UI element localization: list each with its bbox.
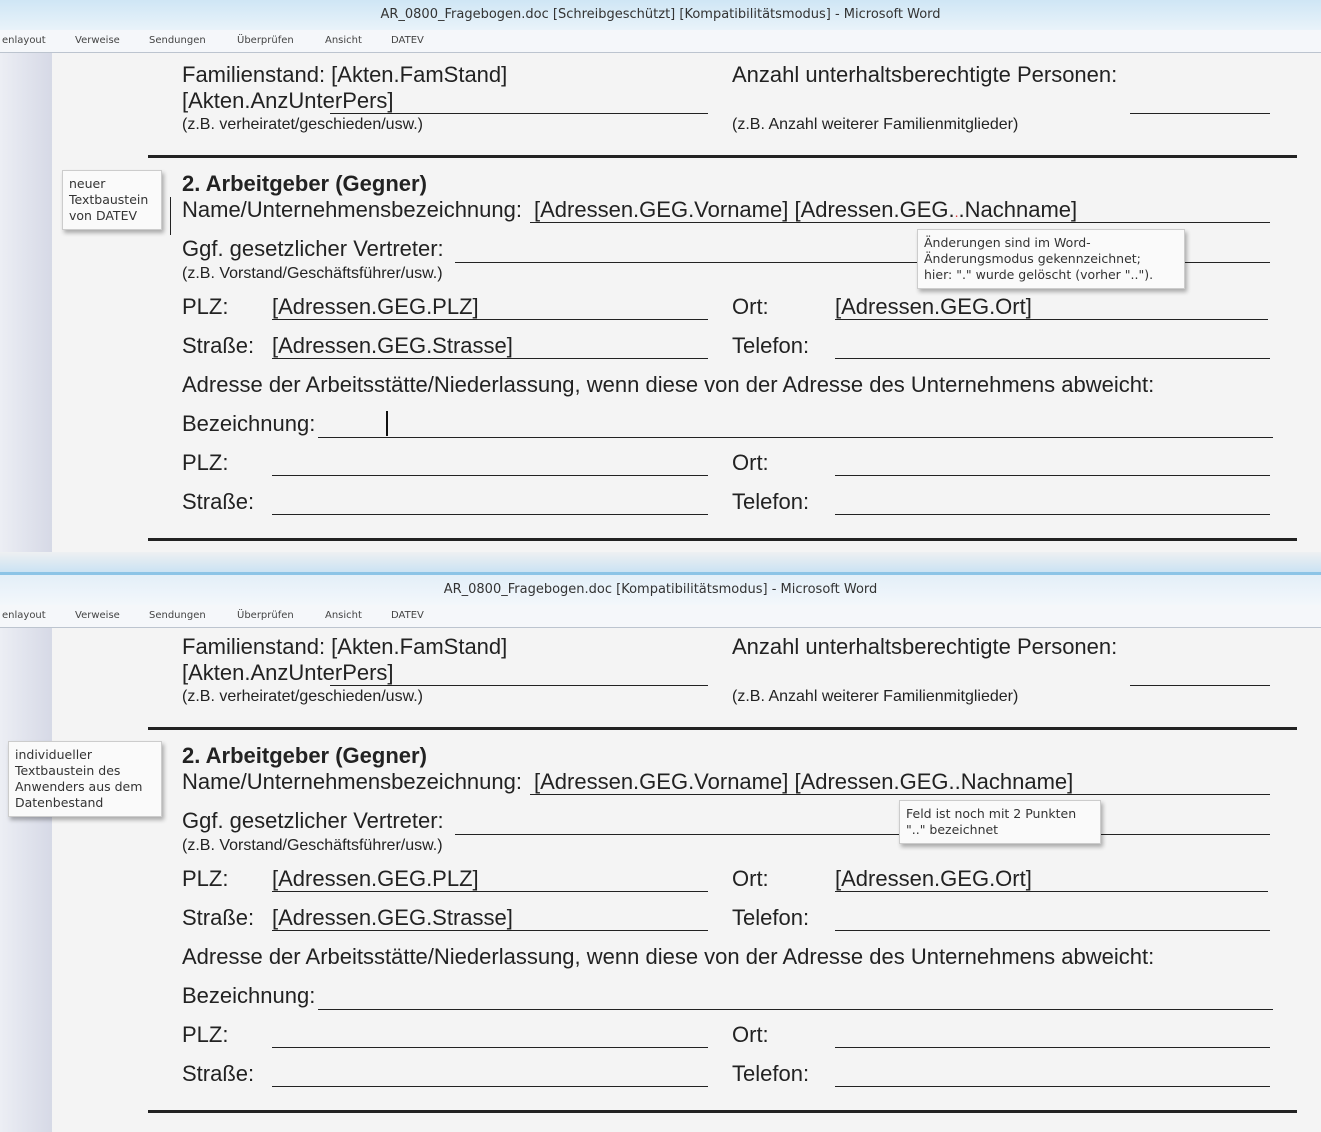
plz-value[interactable]: [Adressen.GEG.PLZ]: [272, 294, 479, 319]
name-value[interactable]: [Adressen.GEG.Vorname] [Adressen.GEG..Nachname]: [534, 769, 1074, 794]
strasse-label: Straße:: [182, 333, 255, 358]
section-title: 2. Arbeitgeber (Gegner): [182, 743, 427, 768]
telefon2-label: Telefon:: [732, 1061, 810, 1086]
tab-ueberpruefen[interactable]: Überprüfen: [237, 610, 294, 621]
left-margin: [0, 53, 52, 552]
plz2-label: PLZ:: [182, 450, 229, 475]
familienstand-field: Familienstand: [Akten.FamStand]: [182, 634, 508, 659]
ort-value[interactable]: [Adressen.GEG.Ort]: [835, 866, 1032, 891]
section-title: 2. Arbeitgeber (Gegner): [182, 171, 427, 196]
anz-unter-pers-field: [Akten.AnzUnterPers]: [182, 88, 394, 113]
fam-hint: (z.B. verheiratet/geschieden/usw.): [182, 688, 424, 705]
fam-hint: (z.B. verheiratet/geschieden/usw.): [182, 116, 424, 133]
tab-verweise[interactable]: Verweise: [75, 35, 120, 46]
strasse2-label: Straße:: [182, 1061, 255, 1086]
ort-label: Ort:: [732, 866, 769, 891]
comment-marker: [170, 197, 171, 235]
strasse-value[interactable]: [Adressen.GEG.Strasse]: [272, 905, 513, 930]
familienstand-field: Familienstand: [Akten.FamStand]: [182, 62, 508, 87]
vertreter-hint: (z.B. Vorstand/Geschäftsführer/usw.): [182, 837, 443, 854]
plz2-label: PLZ:: [182, 1022, 229, 1047]
vertreter-label: Ggf. gesetzlicher Vertreter:: [182, 808, 444, 833]
word-window-editable: [0, 575, 1321, 1132]
comment-two-dots: Feld ist noch mit 2 Punkten ".." bezeichnet: [899, 800, 1101, 844]
name-label: Name/Unternehmensbezeichnung:: [182, 769, 522, 794]
vertreter-label: Ggf. gesetzlicher Vertreter:: [182, 236, 444, 261]
ort-value[interactable]: [Adressen.GEG.Ort]: [835, 294, 1032, 319]
divider: [148, 155, 1297, 158]
tab-datev[interactable]: DATEV: [391, 35, 424, 46]
telefon-label: Telefon:: [732, 333, 810, 358]
window-title: AR_0800_Fragebogen.doc [Schreibgeschützt] [Kompatibilitätsmodus] - Microsoft Word: [0, 0, 1321, 30]
tab-sendungen[interactable]: Sendungen: [149, 610, 206, 621]
ort2-label: Ort:: [732, 1022, 769, 1047]
anz-unter-pers-field: [Akten.AnzUnterPers]: [182, 660, 394, 685]
strasse-label: Straße:: [182, 905, 255, 930]
adresse-heading: Adresse der Arbeitsstätte/Niederlassung, wenn diese von der Adresse des Unternehmens abweicht:: [182, 372, 1155, 397]
telefon2-label: Telefon:: [732, 489, 810, 514]
strasse-value[interactable]: [Adressen.GEG.Strasse]: [272, 333, 513, 358]
window-title: AR_0800_Fragebogen.doc [Kompatibilitätsmodus] - Microsoft Word: [0, 575, 1321, 605]
text-cursor: [386, 411, 388, 436]
anzahl-label: Anzahl unterhaltsberechtigte Personen:: [732, 634, 1118, 659]
comment-new-datev-block: neuer Textbaustein von DATEV: [62, 170, 162, 230]
word-window-readonly: [0, 0, 1321, 552]
ort2-label: Ort:: [732, 450, 769, 475]
name-value[interactable]: [Adressen.GEG.Vorname] [Adressen.GEG...Nachname]: [534, 197, 1078, 222]
ort-label: Ort:: [732, 294, 769, 319]
strasse2-label: Straße:: [182, 489, 255, 514]
divider: [148, 1110, 1297, 1113]
plz-label: PLZ:: [182, 294, 229, 319]
tab-seitenlayout[interactable]: enlayout: [2, 35, 46, 46]
screenshot-separator: [0, 552, 1321, 572]
divider: [148, 727, 1297, 730]
telefon-label: Telefon:: [732, 905, 810, 930]
anzahl-label: Anzahl unterhaltsberechtigte Personen:: [732, 62, 1118, 87]
bezeichnung-label: Bezeichnung:: [182, 411, 316, 436]
vertreter-hint: (z.B. Vorstand/Geschäftsführer/usw.): [182, 265, 443, 282]
name-label: Name/Unternehmensbezeichnung:: [182, 197, 522, 222]
plz-value[interactable]: [Adressen.GEG.PLZ]: [272, 866, 479, 891]
tab-sendungen[interactable]: Sendungen: [149, 35, 206, 46]
ribbon-tabs: [0, 30, 1321, 53]
bezeichnung-label: Bezeichnung:: [182, 983, 316, 1008]
tab-seitenlayout[interactable]: enlayout: [2, 610, 46, 621]
tab-ansicht[interactable]: Ansicht: [325, 610, 362, 621]
ribbon-tabs: [0, 605, 1321, 628]
comment-user-block: individueller Textbaustein des Anwenders aus dem Datenbestand: [8, 741, 162, 817]
comment-tracked-change: Änderungen sind im Word- Änderungsmodus gekennzeichnet; hier: "." wurde gelöscht (vorher "..").: [917, 229, 1185, 289]
adresse-heading: Adresse der Arbeitsstätte/Niederlassung, wenn diese von der Adresse des Unternehmens abweicht:: [182, 944, 1155, 969]
tab-ueberpruefen[interactable]: Überprüfen: [237, 35, 294, 46]
anzahl-hint: (z.B. Anzahl weiterer Familienmitglieder): [732, 116, 1019, 133]
tab-verweise[interactable]: Verweise: [75, 610, 120, 621]
tab-ansicht[interactable]: Ansicht: [325, 35, 362, 46]
plz-label: PLZ:: [182, 866, 229, 891]
anzahl-hint: (z.B. Anzahl weiterer Familienmitglieder): [732, 688, 1019, 705]
left-margin: [0, 628, 52, 1132]
deleted-dot: .: [954, 204, 959, 220]
tab-datev[interactable]: DATEV: [391, 610, 424, 621]
divider: [148, 538, 1297, 541]
